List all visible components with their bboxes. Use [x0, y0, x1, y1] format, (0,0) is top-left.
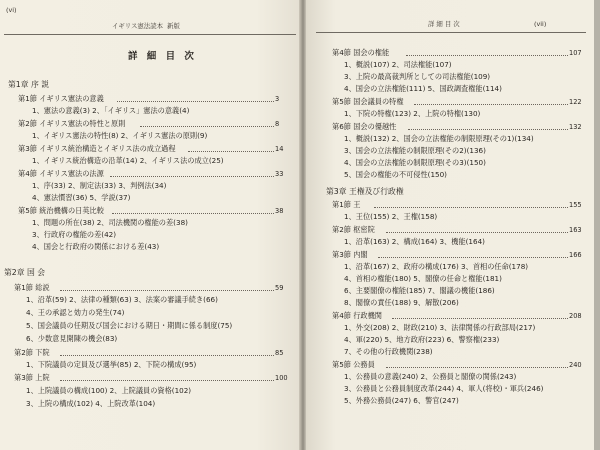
- running-head-book-title: [112, 22, 180, 31]
- toc-leader-dots: [392, 318, 568, 319]
- toc-page-number: 8: [275, 120, 280, 128]
- toc-leader-dots: [140, 126, 274, 127]
- toc-item: 5、国会の権能の不可侵性(150): [344, 170, 447, 179]
- toc-leader-dots: [408, 129, 568, 130]
- toc-leader-dots: [60, 380, 274, 381]
- toc-item: 1、下院の特権(123) 2、上院の特権(130): [344, 109, 481, 118]
- toc-leader-dots: [386, 232, 568, 233]
- toc-section: 第4節 イギリス憲法の法源: [18, 169, 104, 178]
- toc-item: 4、軍(220) 5、地方政府(223) 6、警察権(233): [344, 335, 500, 344]
- toc-section: 第5節 国会議員の特権: [332, 97, 404, 106]
- toc-leader-dots: [414, 104, 568, 105]
- left-header-rule: [4, 34, 296, 35]
- background-surface: [594, 0, 600, 450]
- toc-page-number: 122: [569, 98, 582, 106]
- toc-item: 8、閣僚の責任(188) 9、解散(206): [344, 298, 459, 307]
- toc-section: 第4節 行政機関: [332, 311, 382, 320]
- toc-item: 1、概説(132) 2、国会の立法権能の制限原理(その1)(134): [344, 134, 534, 143]
- toc-leader-dots: [374, 207, 568, 208]
- toc-item: 4、国会の立法権能の制限原理(その3)(150): [344, 158, 486, 167]
- toc-section: 第1節 総説: [14, 283, 50, 292]
- toc-leader-dots: [378, 257, 568, 258]
- toc-leader-dots: [406, 55, 568, 56]
- toc-page-number: 166: [569, 251, 582, 259]
- toc-item: 1、外交(208) 2、財政(210) 3、法律関係の行政部局(217): [344, 323, 536, 332]
- toc-item: 5、外務公務員(247) 6、警官(247): [344, 396, 459, 405]
- toc-section: 第3節 内閣: [332, 250, 368, 259]
- toc-item: 1、沿革(167) 2、政府の構成(176) 3、首相の任命(178): [344, 262, 529, 271]
- toc-section: 第4節 国会の権能: [332, 48, 390, 57]
- toc-leader-dots: [117, 101, 274, 102]
- toc-item: 1、概説(107) 2、司法権能(107): [344, 60, 452, 69]
- toc-section: 第1節 イギリス憲法の意義: [18, 94, 104, 103]
- toc-chapter: 第1章 序 説: [8, 80, 50, 89]
- toc-item: 1、沿革(59) 2、法律の種類(63) 3、法案の審議手続き(66): [26, 295, 218, 304]
- toc-leader-dots: [60, 355, 274, 356]
- toc-section: 第6節 国会の優越性: [332, 122, 397, 131]
- toc-item: 1、序(33) 2、制定法(33) 3、判例法(34): [32, 181, 167, 190]
- toc-leader-dots: [188, 151, 274, 152]
- book-title: イギリス憲法読本: [112, 22, 163, 30]
- toc-item: 6、主要閣僚の権能(185) 7、閣議の機能(186): [344, 286, 495, 295]
- toc-item: 3、上院の構成(102) 4、上院改革(104): [26, 399, 156, 408]
- edition-label: 新版: [167, 22, 180, 30]
- toc-section: 第2節 イギリス憲法の特性と原則: [18, 119, 126, 128]
- toc-item: 1、上院議員の構成(100) 2、上院議員の資格(102): [26, 386, 192, 395]
- right-page-number: (vii): [534, 20, 547, 28]
- toc-leader-dots: [386, 367, 568, 368]
- toc-page-number: 208: [569, 312, 582, 320]
- toc-item: 1、問題の所在(38) 2、司法機関の権能の差(38): [32, 218, 188, 227]
- toc-item: 7、その他の行政機関(238): [344, 347, 433, 356]
- toc-item: 4、王の承認と効力の発生(74): [26, 308, 125, 317]
- toc-page-number: 3: [275, 95, 280, 103]
- toc-title: 詳 細 目 次: [128, 51, 197, 62]
- toc-section: 第1節 王: [332, 200, 361, 209]
- toc-page-number: 59: [275, 284, 284, 292]
- toc-item: 1、公務員の意義(240) 2、公務員と閣僚の関係(243): [344, 372, 517, 381]
- toc-page-number: 100: [275, 374, 288, 382]
- toc-item: 1、イギリス憲法の特性(8) 2、イギリス憲法の原則(9): [32, 131, 208, 140]
- toc-leader-dots: [110, 176, 274, 177]
- toc-page-number: 107: [569, 49, 582, 57]
- toc-section: 第5節 公務員: [332, 360, 375, 369]
- toc-chapter: 第3章 王権及び行政権: [326, 187, 404, 196]
- toc-item: 3、国会の立法権能の制限原理(その2)(136): [344, 146, 486, 155]
- toc-leader-dots: [60, 290, 274, 291]
- toc-chapter: 第2章 国 会: [4, 268, 46, 277]
- toc-item: 4、憲法慣習(36) 5、学説(37): [32, 193, 131, 202]
- toc-section: 第2節 下院: [14, 348, 50, 357]
- toc-page-number: 33: [275, 170, 284, 178]
- toc-page-number: 85: [275, 349, 284, 357]
- toc-page-number: 38: [275, 207, 284, 215]
- toc-item: 3、行政府の権能の差(42): [32, 230, 117, 239]
- right-page: [306, 0, 600, 450]
- toc-page-number: 163: [569, 226, 582, 234]
- toc-item: 4、首相の権能(180) 5、閣僚の任命と権能(181): [344, 274, 502, 283]
- toc-item: 1、イギリス統治構造の沿革(14) 2、イギリス法の成立(25): [32, 156, 224, 165]
- toc-leader-dots: [112, 213, 274, 214]
- right-header-rule: [316, 32, 586, 33]
- toc-item: 6、少数意見開陳の機会(83): [26, 334, 118, 343]
- toc-page-number: 240: [569, 361, 582, 369]
- running-head-toc: 詳 細 目 次: [428, 20, 460, 28]
- toc-item: 5、国会議員の任期及び国会における期日・期間に係る制度(75): [26, 321, 233, 330]
- toc-section: 第3節 上院: [14, 373, 50, 382]
- toc-item: 4、国会と行政府の関係における差(43): [32, 242, 160, 251]
- toc-item: 1、王位(155) 2、王権(158): [344, 212, 438, 221]
- toc-page-number: 14: [275, 145, 284, 153]
- toc-section: 第5節 統治機構の日英比較: [18, 206, 104, 215]
- toc-page-number: 132: [569, 123, 582, 131]
- toc-item: 1、沿革(163) 2、構成(164) 3、機能(164): [344, 237, 485, 246]
- toc-section: 第2節 枢密院: [332, 225, 375, 234]
- toc-item: 1、下院議員の定員及び選挙(85) 2、下院の構成(95): [26, 360, 197, 369]
- toc-item: 1、憲法の意義(3) 2、「イギリス」憲法の意義(4): [32, 106, 190, 115]
- toc-item: 3、上院の最高裁判所としての司法権能(109): [344, 72, 491, 81]
- toc-section: 第3節 イギリス統治構造とイギリス法の成立過程: [18, 144, 176, 153]
- toc-item: 4、国会の立法権能(111) 5、国政調査権能(114): [344, 84, 502, 93]
- left-page-number: (vi): [6, 6, 17, 14]
- toc-item: 3、公務員と公務員制度改革(244) 4、軍人(将校)・軍兵(246): [344, 384, 544, 393]
- toc-page-number: 155: [569, 201, 582, 209]
